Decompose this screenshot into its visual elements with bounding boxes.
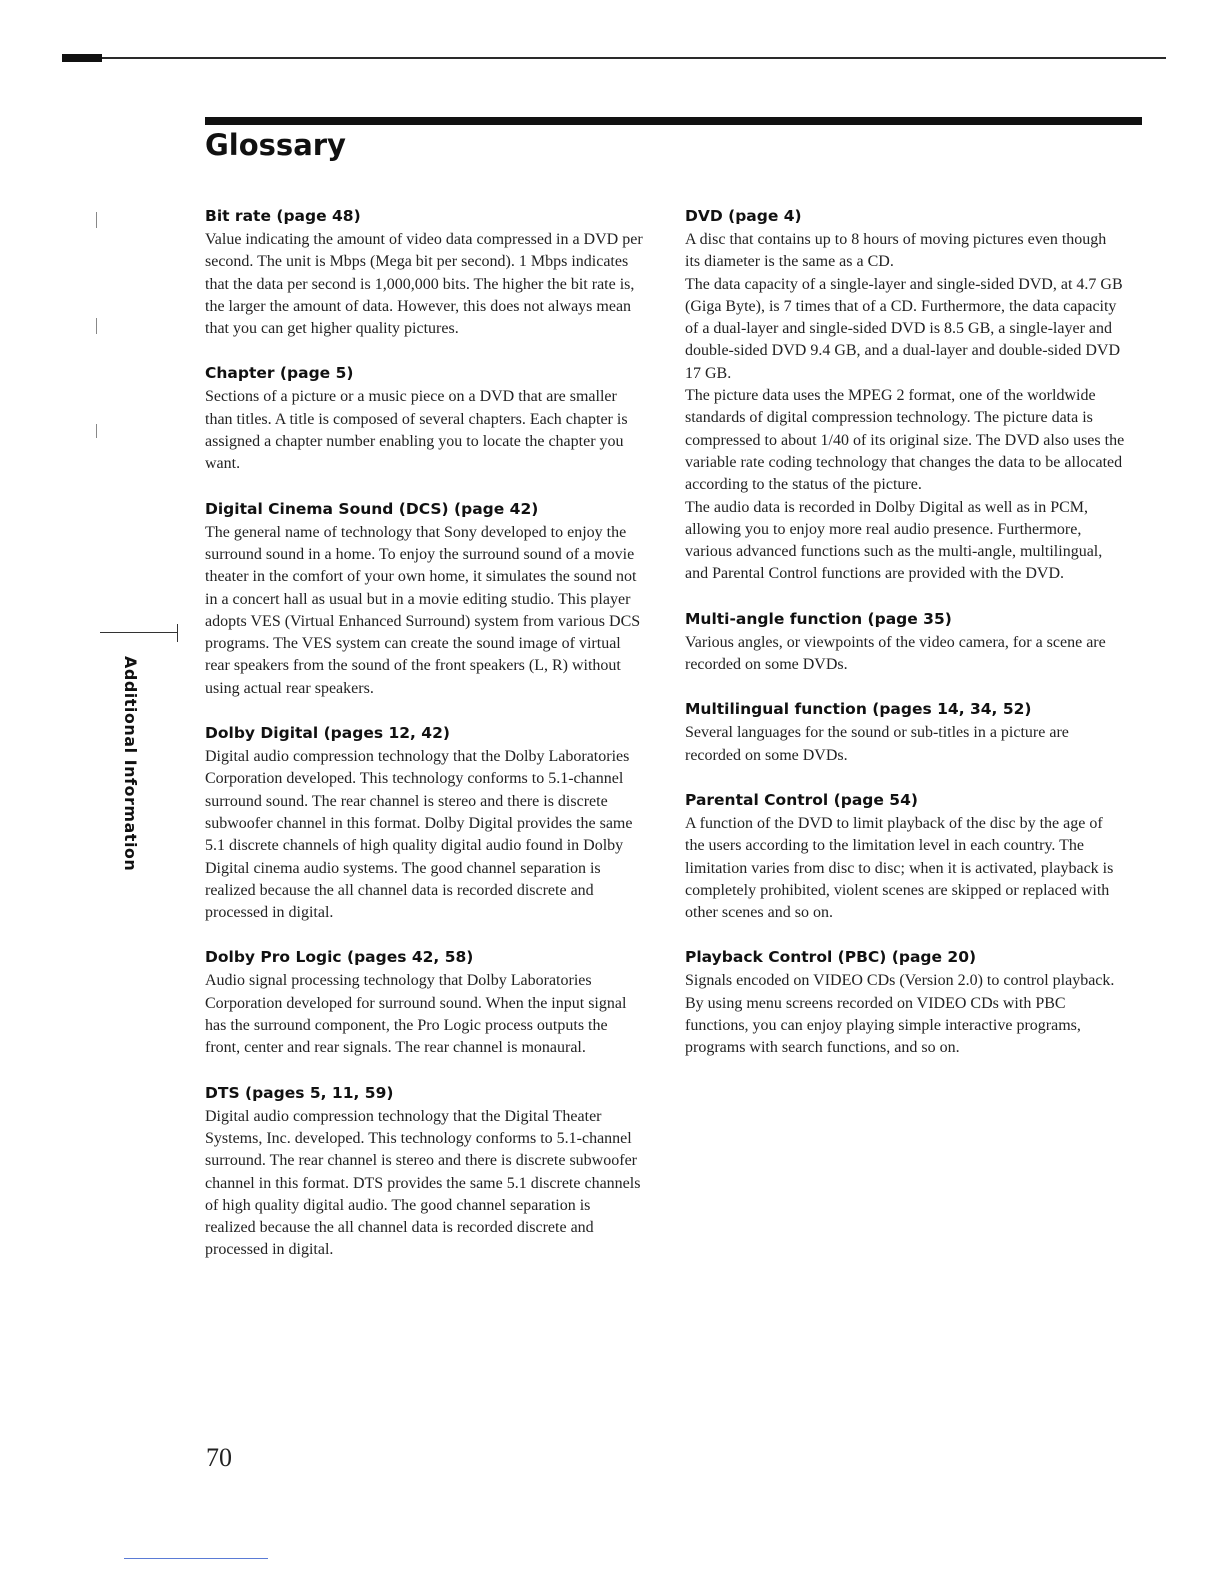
glossary-definition <box>205 970 645 1059</box>
definition-paragraph: Digital audio compression technology that the Digital Theater Systems, Inc. developed. This technology conforms to 5.1-channel surround. The rear channel is stereo and there is discrete subwoofer channel in this format. DTS provides the same 5.1 discrete channels of high quality digital audio. The good channel separation is realized because the all channel data is recorded discrete and processed in digital. <box>205 1107 641 1259</box>
glossary-definition <box>205 522 645 700</box>
title-rule <box>205 117 1142 125</box>
glossary-entry <box>685 205 1125 586</box>
glossary-entry <box>685 698 1125 767</box>
definition-paragraph: The general name of technology that Sony developed to enjoy the surround sound in a home. To enjoy the surround sound of a movie theater in the comfort of your own home, it simulates the sound not in a concert hall as usual but in a movie editing studio. This player adopts VES (Virtual Enhanced Surround) system from various DCS programs. The VES system can create the sound image of virtual rear speakers from the sound of the front speakers (L, R) without using actual rear speakers. <box>205 523 641 697</box>
glossary-definition <box>685 229 1125 586</box>
glossary-entry <box>685 608 1125 677</box>
glossary-term: Parental Control (page 54) <box>685 790 918 809</box>
glossary-column-right <box>685 205 1125 1082</box>
glossary-entry <box>205 1082 645 1262</box>
glossary-definition <box>205 229 645 340</box>
glossary-entry <box>205 722 645 924</box>
page-number: 70 <box>206 1443 232 1472</box>
glossary-entry <box>205 946 645 1059</box>
glossary-entry <box>685 946 1125 1059</box>
glossary-definition <box>685 722 1125 767</box>
glossary-term: Chapter (page 5) <box>205 364 354 383</box>
definition-paragraph: The picture data uses the MPEG 2 format, one of the worldwide standards of digital compression technology. The picture data is compressed to about 1/40 of its original size. The DVD also uses the variable rate coding technology that changes the data to be allocated according to the status of the picture. <box>685 387 1125 494</box>
glossary-term: Digital Cinema Sound (DCS) (page 42) <box>205 499 539 518</box>
glossary-term: Dolby Digital (pages 12, 42) <box>205 724 450 743</box>
margin-mark <box>96 212 97 228</box>
margin-mark <box>96 424 97 438</box>
glossary-definition <box>205 746 645 924</box>
definition-paragraph: A function of the DVD to limit playback of the disc by the age of the users according to the limitation level in each country. The limitation varies from disc to disc; when it is activated, playback is completely prohibited, violent scenes are skipped or replaced with other scenes and so on. <box>685 814 1114 922</box>
glossary-column-left <box>205 205 645 1284</box>
glossary-definition <box>685 813 1125 924</box>
glossary-definition <box>205 1106 645 1262</box>
margin-mark <box>96 318 97 334</box>
section-side-tab: Additional Information <box>121 656 140 872</box>
glossary-entry <box>205 362 645 475</box>
definition-paragraph: Audio signal processing technology that Dolby Laboratories Corporation developed for surround sound. When the input signal has the surround component, the Pro Logic process outputs the front, center and rear signals. The rear channel is monaural. <box>205 972 627 1057</box>
glossary-term: Bit rate (page 48) <box>205 207 361 225</box>
page-title: Glossary <box>205 128 346 162</box>
definition-paragraph: Sections of a picture or a music piece on a DVD that are smaller than titles. A title is composed of several chapters. Each chapter is assigned a chapter number enabling you to locate the chapter you want. <box>205 388 628 473</box>
glossary-entry <box>205 205 645 340</box>
definition-paragraph: Various angles, or viewpoints of the video camera, for a scene are recorded on some DVDs. <box>685 633 1106 674</box>
glossary-term: Multilingual function (pages 14, 34, 52) <box>685 700 1032 719</box>
side-tab-rule <box>100 632 178 633</box>
glossary-term: DTS (pages 5, 11, 59) <box>205 1083 394 1102</box>
glossary-term: Dolby Pro Logic (pages 42, 58) <box>205 948 474 967</box>
definition-paragraph: Several languages for the sound or sub-titles in a picture are recorded on some DVDs. <box>685 724 1069 764</box>
definition-paragraph: Digital audio compression technology that the Dolby Laboratories Corporation developed. This technology conforms to 5.1-channel surround sound. The rear channel is stereo and there is discrete subwoofer channel in this format. Dolby Digital provides the same 5.1 discrete channels of high quality digital audio found in Dolby Digital cinema audio systems. The good channel separation is realized because the all channel data is recorded discrete and processed in digital. <box>205 748 633 922</box>
glossary-term: DVD (page 4) <box>685 207 802 225</box>
side-tab-tick <box>177 624 178 642</box>
definition-paragraph: The audio data is recorded in Dolby Digital as well as in PCM, allowing you to enjoy more real audio presence. Furthermore, various advanced functions such as the multi-angle, multilingual, and Parental Control functions are provided with the DVD. <box>685 498 1103 583</box>
definition-paragraph: The data capacity of a single-layer and single-sided DVD, at 4.7 GB (Giga Byte), is 7 times that of a CD. Furthermore, the data capacity of a dual-layer and single-sided DVD is 8.5 GB, a single-layer and double-sided DVD 9.4 GB, and a dual-layer and double-sided DVD 17 GB. <box>685 275 1123 382</box>
definition-paragraph: Value indicating the amount of video data compressed in a DVD per second. The unit is Mbps (Mega bit per second). 1 Mbps indicates that the data per second is 1,000,000 bits. The higher the bit rate is, the larger the amount of data. However, this does not always mean that you can get higher quality pictures. <box>205 231 643 338</box>
glossary-term: Multi-angle function (page 35) <box>685 609 952 628</box>
glossary-definition <box>685 970 1125 1059</box>
glossary-entry <box>205 498 645 700</box>
glossary-entry <box>685 789 1125 924</box>
definition-paragraph: By using menu screens recorded on VIDEO CDs with PBC functions, you can enjoy playing simple interactive programs, programs with search functions, and so on. <box>685 994 1081 1057</box>
top-rule <box>62 57 1166 59</box>
definition-paragraph: Signals encoded on VIDEO CDs (Version 2.0) to control playback. <box>685 972 1115 990</box>
glossary-definition <box>685 632 1125 677</box>
definition-paragraph: A disc that contains up to 8 hours of moving pictures even though its diameter is the same as a CD. <box>685 231 1107 271</box>
bottom-rule <box>124 1558 268 1559</box>
top-rule-tab <box>62 54 102 62</box>
glossary-definition <box>205 386 645 475</box>
glossary-term: Playback Control (PBC) (page 20) <box>685 948 977 967</box>
